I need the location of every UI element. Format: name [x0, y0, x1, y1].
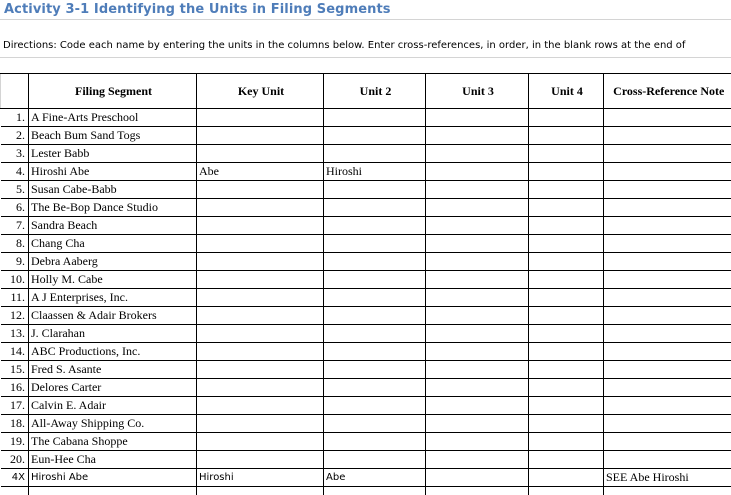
row-number[interactable]: 14. [1, 343, 29, 361]
unit-2-cell[interactable] [324, 199, 426, 217]
filing-segment-cell[interactable]: Debra Aaberg [29, 253, 197, 271]
cross-reference-cell[interactable] [604, 325, 731, 343]
cross-reference-cell[interactable] [604, 397, 731, 415]
unit-3-cell[interactable] [426, 199, 529, 217]
unit-4-cell[interactable] [529, 343, 604, 361]
unit-2-cell[interactable] [324, 181, 426, 199]
unit-3-cell[interactable] [426, 325, 529, 343]
key-unit-cell[interactable] [197, 397, 324, 415]
row-number[interactable]: 15. [1, 361, 29, 379]
table-row [1, 379, 731, 397]
header-unit-3[interactable]: Unit 3 [426, 74, 529, 109]
unit-4-cell[interactable] [529, 433, 604, 451]
key-unit-cell[interactable] [197, 433, 324, 451]
table-row [1, 433, 731, 451]
filing-segment-cell[interactable]: Lester Babb [29, 145, 197, 163]
table-row [1, 145, 731, 163]
unit-2-cell[interactable] [324, 253, 426, 271]
key-unit-cell[interactable] [197, 253, 324, 271]
header-row [1, 74, 731, 109]
key-unit-cell[interactable] [197, 343, 324, 361]
row-number[interactable]: 4X [1, 469, 29, 487]
unit-3-cell[interactable] [426, 235, 529, 253]
unit-3-cell[interactable] [426, 307, 529, 325]
key-unit-cell[interactable] [197, 109, 324, 127]
table-row [1, 451, 731, 469]
unit-4-cell[interactable] [529, 163, 604, 181]
row-number[interactable]: 12. [1, 307, 29, 325]
header-cross-reference[interactable]: Cross-Reference Note [604, 74, 731, 109]
unit-4-cell[interactable] [529, 307, 604, 325]
unit-3-cell[interactable] [426, 451, 529, 469]
table-row [1, 415, 731, 433]
unit-3-cell[interactable] [426, 127, 529, 145]
unit-4-cell[interactable] [529, 361, 604, 379]
unit-4-cell[interactable] [529, 253, 604, 271]
filing-segment-cell[interactable]: All-Away Shipping Co. [29, 415, 197, 433]
cross-reference-cell[interactable] [604, 235, 731, 253]
cross-reference-cell[interactable] [604, 451, 731, 469]
unit-4-cell[interactable] [529, 181, 604, 199]
header-key-unit[interactable]: Key Unit [197, 74, 324, 109]
unit-4-cell[interactable] [529, 235, 604, 253]
directions-text[interactable]: Directions: Code each name by entering the units in the columns below. Enter cross-references, in order, in the blank rows at the end of [3, 40, 731, 51]
key-unit-cell[interactable] [197, 415, 324, 433]
cross-reference-cell[interactable] [604, 181, 731, 199]
cross-reference-cell[interactable] [604, 271, 731, 289]
unit-2-cell[interactable] [324, 325, 426, 343]
cross-reference-cell[interactable] [604, 253, 731, 271]
unit-3-cell[interactable] [426, 415, 529, 433]
unit-3-cell[interactable] [426, 109, 529, 127]
unit-2-cell[interactable] [324, 343, 426, 361]
cross-reference-cell[interactable] [604, 199, 731, 217]
table-row [1, 253, 731, 271]
key-unit-cell[interactable] [197, 307, 324, 325]
table-row [1, 217, 731, 235]
header-filing-segment[interactable]: Filing Segment [29, 74, 197, 109]
unit-3-cell[interactable] [426, 145, 529, 163]
unit-4-cell[interactable] [529, 145, 604, 163]
unit-3-cell[interactable] [426, 397, 529, 415]
unit-2-cell[interactable] [324, 145, 426, 163]
unit-3-cell[interactable] [426, 361, 529, 379]
header-unit-4[interactable]: Unit 4 [529, 74, 604, 109]
unit-4-cell[interactable] [529, 199, 604, 217]
unit-4-cell[interactable] [529, 271, 604, 289]
unit-3-cell[interactable] [426, 217, 529, 235]
filing-table [0, 73, 731, 495]
filing-segment-cell[interactable]: J. Clarahan [29, 325, 197, 343]
key-unit-cell[interactable] [197, 325, 324, 343]
header-cell-num[interactable] [1, 74, 29, 109]
key-unit-cell[interactable] [197, 451, 324, 469]
table-row [1, 163, 731, 181]
unit-3-cell[interactable] [426, 433, 529, 451]
unit-2-cell[interactable] [324, 379, 426, 397]
key-unit-cell[interactable] [197, 127, 324, 145]
unit-2-cell[interactable] [324, 415, 426, 433]
row-number[interactable]: 8. [1, 235, 29, 253]
unit-4-cell[interactable] [529, 325, 604, 343]
unit-2-cell[interactable] [324, 127, 426, 145]
row-number[interactable]: 7. [1, 217, 29, 235]
unit-2-cell[interactable] [324, 397, 426, 415]
row-number[interactable]: 4. [1, 163, 29, 181]
unit-2-cell[interactable] [324, 361, 426, 379]
unit-2-cell[interactable] [324, 109, 426, 127]
unit-3-cell[interactable] [426, 253, 529, 271]
row-number[interactable]: 20. [1, 451, 29, 469]
unit-3-cell[interactable] [426, 379, 529, 397]
row-number[interactable]: 5. [1, 181, 29, 199]
unit-4-cell[interactable] [529, 289, 604, 307]
unit-4-cell[interactable] [529, 127, 604, 145]
unit-2-cell[interactable] [324, 433, 426, 451]
cross-reference-cell[interactable] [604, 307, 731, 325]
row-number[interactable]: 10. [1, 271, 29, 289]
row-number[interactable]: 11. [1, 289, 29, 307]
filing-segment-cell[interactable]: Susan Cabe-Babb [29, 181, 197, 199]
filing-segment-cell[interactable]: A J Enterprises, Inc. [29, 289, 197, 307]
table-row [1, 235, 731, 253]
table-row [1, 289, 731, 307]
filing-segment-cell[interactable]: Hiroshi Abe [29, 163, 197, 181]
table-row [1, 307, 731, 325]
unit-2-cell[interactable]: Hiroshi [324, 163, 426, 181]
unit-4-cell[interactable] [529, 469, 604, 487]
filing-segment-cell[interactable]: Holly M. Cabe [29, 271, 197, 289]
row-number[interactable]: 13. [1, 325, 29, 343]
unit-2-cell[interactable] [324, 307, 426, 325]
row-number[interactable]: 16. [1, 379, 29, 397]
row-number[interactable]: 19. [1, 433, 29, 451]
unit-4-cell[interactable] [529, 109, 604, 127]
key-unit-cell[interactable]: Hiroshi [197, 469, 324, 487]
cross-reference-cell[interactable] [604, 289, 731, 307]
cross-reference-cell[interactable]: SEE Abe Hiroshi [604, 469, 731, 487]
key-unit-cell[interactable]: Abe [197, 163, 324, 181]
table-row [1, 325, 731, 343]
cross-reference-cell[interactable] [604, 433, 731, 451]
header-unit-2[interactable]: Unit 2 [324, 74, 426, 109]
filing-segment-cell[interactable]: Hiroshi Abe [29, 469, 197, 487]
cross-reference-cell[interactable] [604, 415, 731, 433]
cross-reference-cell[interactable] [604, 361, 731, 379]
filing-segment-cell[interactable]: Beach Bum Sand Togs [29, 127, 197, 145]
cross-reference-cell[interactable] [604, 217, 731, 235]
unit-4-cell[interactable] [529, 217, 604, 235]
filing-segment-cell[interactable]: Eun-Hee Cha [29, 451, 197, 469]
filing-segment-cell[interactable]: Calvin E. Adair [29, 397, 197, 415]
unit-3-cell[interactable] [426, 271, 529, 289]
row-number[interactable]: 3. [1, 145, 29, 163]
filing-segment-cell[interactable]: Fred S. Asante [29, 361, 197, 379]
unit-3-cell[interactable] [426, 181, 529, 199]
row-number[interactable]: 1. [1, 109, 29, 127]
filing-segment-cell[interactable]: Sandra Beach [29, 217, 197, 235]
filing-segment-cell[interactable]: The Cabana Shoppe [29, 433, 197, 451]
unit-2-cell[interactable] [324, 217, 426, 235]
cross-reference-cell[interactable] [604, 145, 731, 163]
unit-2-cell[interactable] [324, 235, 426, 253]
filing-segment-cell[interactable]: Chang Cha [29, 235, 197, 253]
table-row [1, 343, 731, 361]
key-unit-cell[interactable] [197, 145, 324, 163]
unit-4-cell[interactable] [529, 415, 604, 433]
unit-4-cell[interactable] [529, 397, 604, 415]
unit-3-cell[interactable] [426, 289, 529, 307]
key-unit-cell[interactable] [197, 181, 324, 199]
unit-2-cell[interactable]: Abe [324, 469, 426, 487]
row-number[interactable]: 2. [1, 127, 29, 145]
table-row [1, 397, 731, 415]
unit-2-cell[interactable] [324, 451, 426, 469]
cross-reference-cell[interactable] [604, 109, 731, 127]
row-number[interactable]: 17. [1, 397, 29, 415]
cross-reference-row [1, 469, 731, 487]
unit-2-cell[interactable] [324, 289, 426, 307]
gridline [0, 57, 731, 58]
filing-segment-cell[interactable]: The Be-Bop Dance Studio [29, 199, 197, 217]
key-unit-cell[interactable] [197, 217, 324, 235]
table-row [1, 271, 731, 289]
unit-2-cell[interactable] [324, 271, 426, 289]
unit-3-cell[interactable] [426, 163, 529, 181]
key-unit-cell[interactable] [197, 235, 324, 253]
unit-4-cell[interactable] [529, 379, 604, 397]
cross-reference-cell[interactable] [604, 127, 731, 145]
filing-segment-cell[interactable]: ABC Productions, Inc. [29, 343, 197, 361]
unit-3-cell[interactable] [426, 343, 529, 361]
filing-segment-cell[interactable]: A Fine-Arts Preschool [29, 109, 197, 127]
key-unit-cell[interactable] [197, 271, 324, 289]
table-row [1, 199, 731, 217]
cross-reference-cell[interactable] [604, 163, 731, 181]
table-row [1, 361, 731, 379]
cross-reference-cell[interactable] [604, 343, 731, 361]
table-row [1, 127, 731, 145]
row-number[interactable]: 18. [1, 415, 29, 433]
gridline [0, 19, 731, 20]
row-number[interactable]: 6. [1, 199, 29, 217]
key-unit-cell[interactable] [197, 199, 324, 217]
filing-segment-cell[interactable]: Delores Carter [29, 379, 197, 397]
row-number[interactable]: 9. [1, 253, 29, 271]
unit-3-cell[interactable] [426, 469, 529, 487]
table-row [1, 181, 731, 199]
key-unit-cell[interactable] [197, 289, 324, 307]
unit-4-cell[interactable] [529, 451, 604, 469]
cross-reference-cell[interactable] [604, 379, 731, 397]
key-unit-cell[interactable] [197, 379, 324, 397]
filing-segment-cell[interactable]: Claassen & Adair Brokers [29, 307, 197, 325]
key-unit-cell[interactable] [197, 361, 324, 379]
page-title[interactable]: Activity 3-1 Identifying the Units in Filing Segments [4, 2, 391, 17]
table-row [1, 109, 731, 127]
